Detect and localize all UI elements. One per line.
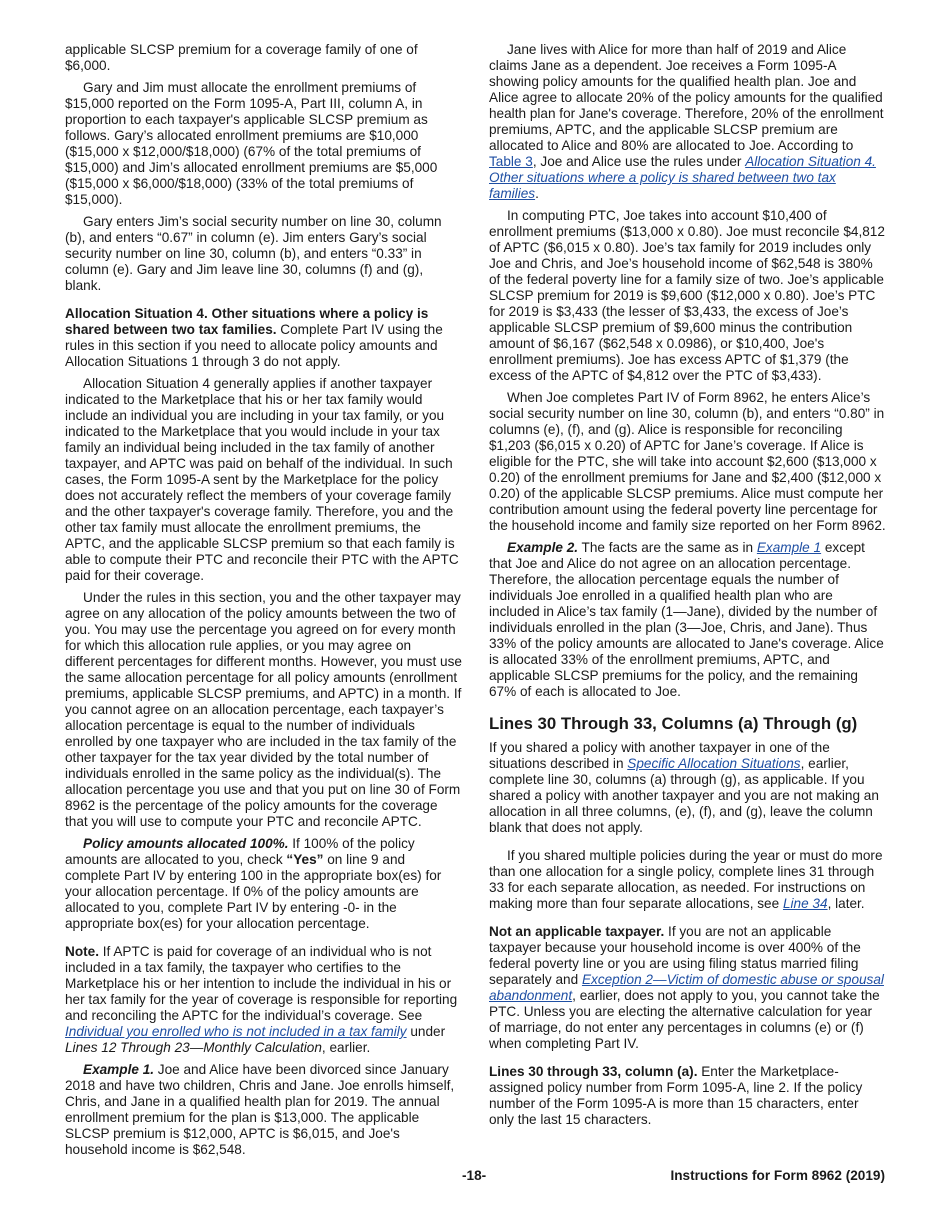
- text: Joe and Alice have been divorced since January 2018 and have two children, Chris and Jane. Joe enrolls himself, Chris, and Jane in a qualified health plan for 2019. The annual enrollment premium for the plan is $13,000. The applicable SLCSP premium is $12,000, APTC is $6,015, and Joe's household income is $62,548.: [65, 1062, 455, 1157]
- right-column: [489, 42, 887, 1134]
- section-title: Lines 30 Through 33, Columns (a) Through (g): [489, 714, 858, 733]
- note-paragraph: [65, 944, 463, 1056]
- example-1-link[interactable]: Example 1: [756, 540, 822, 555]
- text: If 100% of the policy amounts are allocated to you, check: [65, 836, 415, 867]
- text: The facts are the same as in: [578, 540, 757, 555]
- text: If you shared a policy with another taxpayer in one of the situations described in: [489, 740, 830, 771]
- text: If APTC is paid for coverage of an individual who is not included in a tax family, the taxpayer who certifies to the Marketplace his or her intention to include the individual in his or her tax family for the year of coverage is responsible for reporting and reconciling the APTC for the individual’s coverage. See: [65, 944, 458, 1023]
- example-1-paragraph: [65, 1062, 463, 1158]
- line-34-link[interactable]: Line 34: [782, 896, 828, 911]
- yes-text: “Yes”: [286, 852, 324, 867]
- specific-allocation-situations-link[interactable]: Specific Allocation Situations: [627, 756, 801, 771]
- note-label: Note.: [65, 944, 99, 959]
- paragraph: Under the rules in this section, you and the other taxpayer may agree on any allocation of the policy amounts between the two of you. You may use the percentage you agreed on for every month for which this allocation rule applies, or you may agree on different percentages for different months. However, you must use the same allocation percentage for all policy amounts (enrollment premiums, applicable SLCSP premiums, and APTC) in a month. If you cannot agree on an allocation percentage, each taxpayer’s allocation percentage is equal to the number of individuals enrolled by one taxpayer who are included in the tax family of the other taxpayer for the tax year divided by the total number of individuals enrolled in the same policy as the individual(s). The allocation percentage you use and that you put on line 30 of Form 8962 is the percentage of the policy amounts for the coverage that you will use to compute your PTC and reconcile APTC.: [65, 590, 462, 829]
- text: , Joe and Alice use the rules under: [532, 154, 746, 169]
- footer-title: Instructions for Form 8962 (2019): [670, 1168, 885, 1183]
- example-2-paragraph: [489, 540, 887, 700]
- run-in-heading: Lines 30 through 33, column (a).: [489, 1064, 698, 1079]
- individual-not-included-link[interactable]: Individual you enrolled who is not included in a tax family: [65, 1024, 407, 1039]
- text: .: [535, 186, 539, 201]
- exception-2-link[interactable]: Exception 2—Victim of domestic abuse or spousal abandonment: [489, 972, 884, 1003]
- paragraph: [489, 42, 887, 202]
- paragraph: Allocation Situation 4 generally applies if another taxpayer indicated to the Marketplace that his or her tax family would include an individual you are including in your tax family, or you indicated to the Marketplace that you would include in your tax family an individual being included in the tax family of another taxpayer, and APTC was paid on behalf of the individual. In such cases, the Form 1095-A sent by the Marketplace for the policy does not accurately reflect the members of your coverage family and the other taxpayer's coverage family. Therefore, you and the other tax family must allocate the enrollment premiums, the APTC, and the applicable SLCSP premium so that each family is able to compute their PTC and reconcile their PTC with the APTC paid for their coverage.: [65, 376, 459, 583]
- text: Enter the Marketplace-assigned policy number from Form 1095-A, line 2. If the policy number of the Form 1095-A is more than 15 characters, enter only the last 15 characters.: [489, 1064, 863, 1127]
- text: , earlier.: [321, 1040, 371, 1055]
- text: , later.: [827, 896, 865, 911]
- page-number: -18-: [462, 1168, 487, 1183]
- paragraph: [489, 740, 887, 836]
- section-heading: Allocation Situation 4. Other situations where a policy is shared between two tax families.: [65, 306, 429, 337]
- text: , earlier, complete line 30, columns (a) through (g), as applicable. If you shared a policy with another taxpayer and you are not making an allocation in all three columns, (e), (f), and (g), leave the column blank that does not apply.: [489, 756, 879, 835]
- paragraph: Gary enters Jim’s social security number on line 30, column (b), and enters “0.67” in column (e). Jim enters Gary’s social security number on line 30, column (b), and enters “0.33” in column (e). Gary and Jim leave line 30, columns (f) and (g), blank.: [65, 214, 442, 293]
- text: , earlier, does not apply to you, you cannot take the PTC. Unless you are electing the alternative calculation for year of marriage, do not enter any percentages in columns (e) or (f) when completing Part IV.: [489, 988, 880, 1051]
- example-2-label: Example 2.: [507, 540, 579, 555]
- paragraph: In computing PTC, Joe takes into account $10,400 of enrollment premiums ($13,000 x 0.80). Joe must reconcile $4,812 of APTC ($6,015 x 0.80). Joe’s tax family for 2019 includes only Joe and Chris, and Joe’s household income of $62,548 is 380% of the federal poverty line for a family size of two. Joe’s applicable SLCSP premium for 2019 is $9,600 ($12,000 x 0.80). Joe’s PTC for 2019 is $3,433 (the lesser of $3,433, the excess of Joe’s applicable SLCSP premium of $9,600 minus the contribution amount of $6,167 ($62,548 x 0.0986), or $10,400, Joe's enrollment premiums). Joe has excess APTC of $1,379 (the excess of the APTC of $4,812 over the PTC of $3,433).: [489, 208, 885, 383]
- table-3-link[interactable]: Table 3: [489, 154, 533, 169]
- policy-amounts-paragraph: [65, 836, 463, 932]
- text: If you are not an applicable taxpayer because your household income is over 400% of the federal poverty line or you are using filing status married filing separately and: [489, 924, 861, 987]
- allocation-situation-4-paragraph: [65, 306, 463, 370]
- paragraph: When Joe completes Part IV of Form 8962, he enters Alice’s social security number on line 30, column (b), and enters “0.80” in columns (e), (f), and (g). Alice is responsible for reconciling $1,203 ($6,015 x 0.20) of APTC for Jane’s coverage. If Alice is eligible for the PTC, she will take into account $2,600 ($13,000 x 0.20) of the enrollment premiums for Jane and $2,400 ($12,000 x 0.20) of the applicable SLCSP premiums. Alice must compute her contribution amount using the federal poverty line percentage for the household income and family size reported on her Form 8962.: [489, 390, 886, 533]
- text: If you shared multiple policies during the year or must do more than one allocation for a single policy, complete lines 31 through 33 for each separate allocation, as needed. For instructions on making more than four separate allocations, see: [489, 848, 883, 911]
- run-in-heading: Not an applicable taxpayer.: [489, 924, 665, 939]
- run-in-heading: Policy amounts allocated 100%.: [83, 836, 289, 851]
- paragraph: [489, 848, 887, 912]
- paragraph: applicable SLCSP premium for a coverage family of one of $6,000.: [65, 42, 418, 73]
- text: except that Joe and Alice do not agree on an allocation percentage. Therefore, the allocation percentage equals the number of individuals Joe enrolled in a qualified health plan who are included in Alice’s tax family (1—Jane), divided by the number of individuals enrolled in the plan (3—Joe, Chris, and Jane). Thus 33% of the policy amounts are allocated to Jane's coverage. Alice is allocated 33% of the enrollment premiums, APTC, and applicable SLCSP premiums for the policy, and the remaining 67% of each is allocated to Joe.: [489, 540, 884, 699]
- allocation-situation-4-link[interactable]: Allocation Situation 4. Other situations where a policy is shared between two tax families: [489, 154, 876, 201]
- left-column: [65, 42, 463, 1164]
- paragraph: Gary and Jim must allocate the enrollment premiums of $15,000 reported on the Form 1095-A, Part III, column A, in proportion to each taxpayer's applicable SLCSP premium as follows. Gary’s allocated enrollment premiums are $10,000 ($15,000 x $12,000/$18,000) (67% of the total premiums of $15,000) and Jim’s allocated enrollment premiums are $5,000 ($15,000 x $6,000/$18,000) (33% of the total premiums of $15,000).: [65, 80, 438, 207]
- example-1-label: Example 1.: [83, 1062, 155, 1077]
- text: Jane lives with Alice for more than half of 2019 and Alice claims Jane as a dependent. Joe receives a Form 1095-A showing policy amounts for the qualified health plan. Joe and Alice agree to allocate 20% of the policy amounts for the qualified health plan for Jane's coverage. Therefore, 20% of the enrollment premiums, APTC, and the applicable SLCSP premium are allocated to Alice and 80% are allocated to Joe. According to: [489, 42, 884, 153]
- text: on line 9 and complete Part IV by entering 100 in the appropriate box(es) for your allocation percentage. If 0% of the policy amounts are allocated to you, complete Part IV by entering -0- in the appropriate box(es) for your allocation percentage.: [65, 852, 442, 931]
- not-applicable-taxpayer-paragraph: [489, 924, 887, 1052]
- column-a-paragraph: [489, 1064, 887, 1128]
- text: Complete Part IV using the rules in this section if you need to allocate policy amounts and Allocation Situations 1 through 3 do not apply.: [65, 322, 443, 369]
- text: under: [406, 1024, 446, 1039]
- italic-ref: Lines 12 Through 23—Monthly Calculation: [65, 1040, 322, 1055]
